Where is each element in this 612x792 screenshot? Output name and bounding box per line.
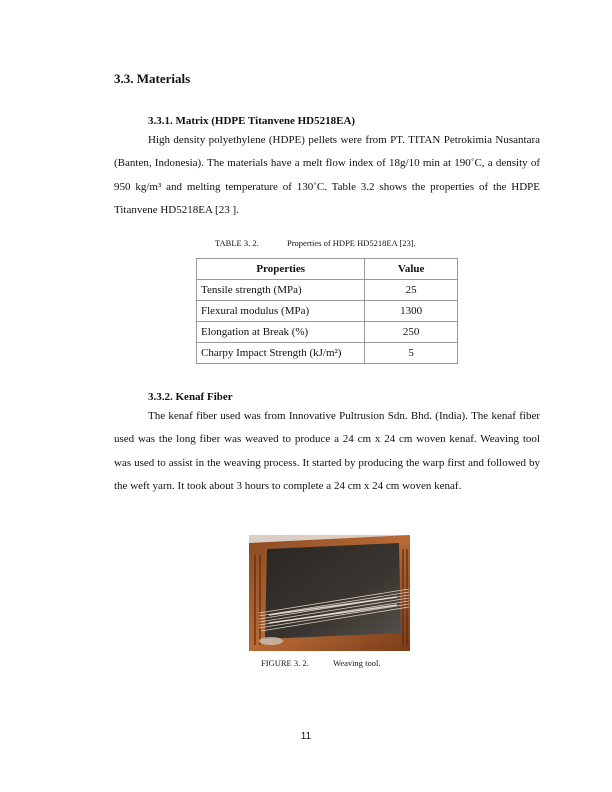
table-row <box>197 322 458 343</box>
header-value: Value <box>365 259 458 280</box>
cell-value: 25 <box>365 280 458 301</box>
table-caption-text: Properties of HDPE HD5218EA [23]. <box>287 238 416 248</box>
header-properties: Properties <box>197 259 365 280</box>
cell-property: Tensile strength (MPa) <box>197 280 365 301</box>
matrix-subheading: 3.3.1. Matrix (HDPE Titanvene HD5218EA) <box>148 115 356 127</box>
cell-value: 1300 <box>365 301 458 322</box>
cell-value: 5 <box>365 343 458 364</box>
figure-caption-number: FIGURE 3. 2. <box>261 658 309 668</box>
table-row <box>197 301 458 322</box>
cell-property: Elongation at Break (%) <box>197 322 365 343</box>
properties-table <box>196 258 458 364</box>
kenaf-paragraph: The kenaf fiber used was from Innovative Pultrusion Sdn. Bhd. (India). The kenaf fiber used was the long fiber was weaved to produce a 24 cm x 24 cm woven kenaf. Weaving tool was used to assist in the weaving process. It started by producing the warp first and followed by the weft yarn. It took about 3 hours to complete a 24 cm x 24 cm woven kenaf. <box>114 410 540 493</box>
cell-value: 250 <box>365 322 458 343</box>
figure-caption-text: Weaving tool. <box>333 658 381 668</box>
figure-caption <box>261 658 380 668</box>
matrix-paragraph: High density polyethylene (HDPE) pellets were from PT. TITAN Petrokimia Nusantara (Banten, Indonesia). The materials have a melt flow index of 18g/10 min at 190˚C, a density of 950 kg/m³ and melting temperature of 130˚C. Table 3.2 shows the properties of the HDPE Titanvene HD5218EA [23 ]. <box>114 134 540 217</box>
page-number: 11 <box>300 731 312 742</box>
kenaf-subheading: 3.3.2. Kenaf Fiber <box>148 391 233 403</box>
section-heading: 3.3. Materials <box>114 71 191 86</box>
cell-property: Charpy Impact Strength (kJ/m²) <box>197 343 365 364</box>
weaving-tool-photo <box>249 535 410 651</box>
table-caption <box>215 238 416 248</box>
cell-property: Flexural modulus (MPa) <box>197 301 365 322</box>
weaving-tool-illustration <box>249 535 410 651</box>
table-row <box>197 343 458 364</box>
table-caption-number: TABLE 3. 2. <box>215 238 259 248</box>
table-row <box>197 280 458 301</box>
table-header-row <box>197 259 458 280</box>
